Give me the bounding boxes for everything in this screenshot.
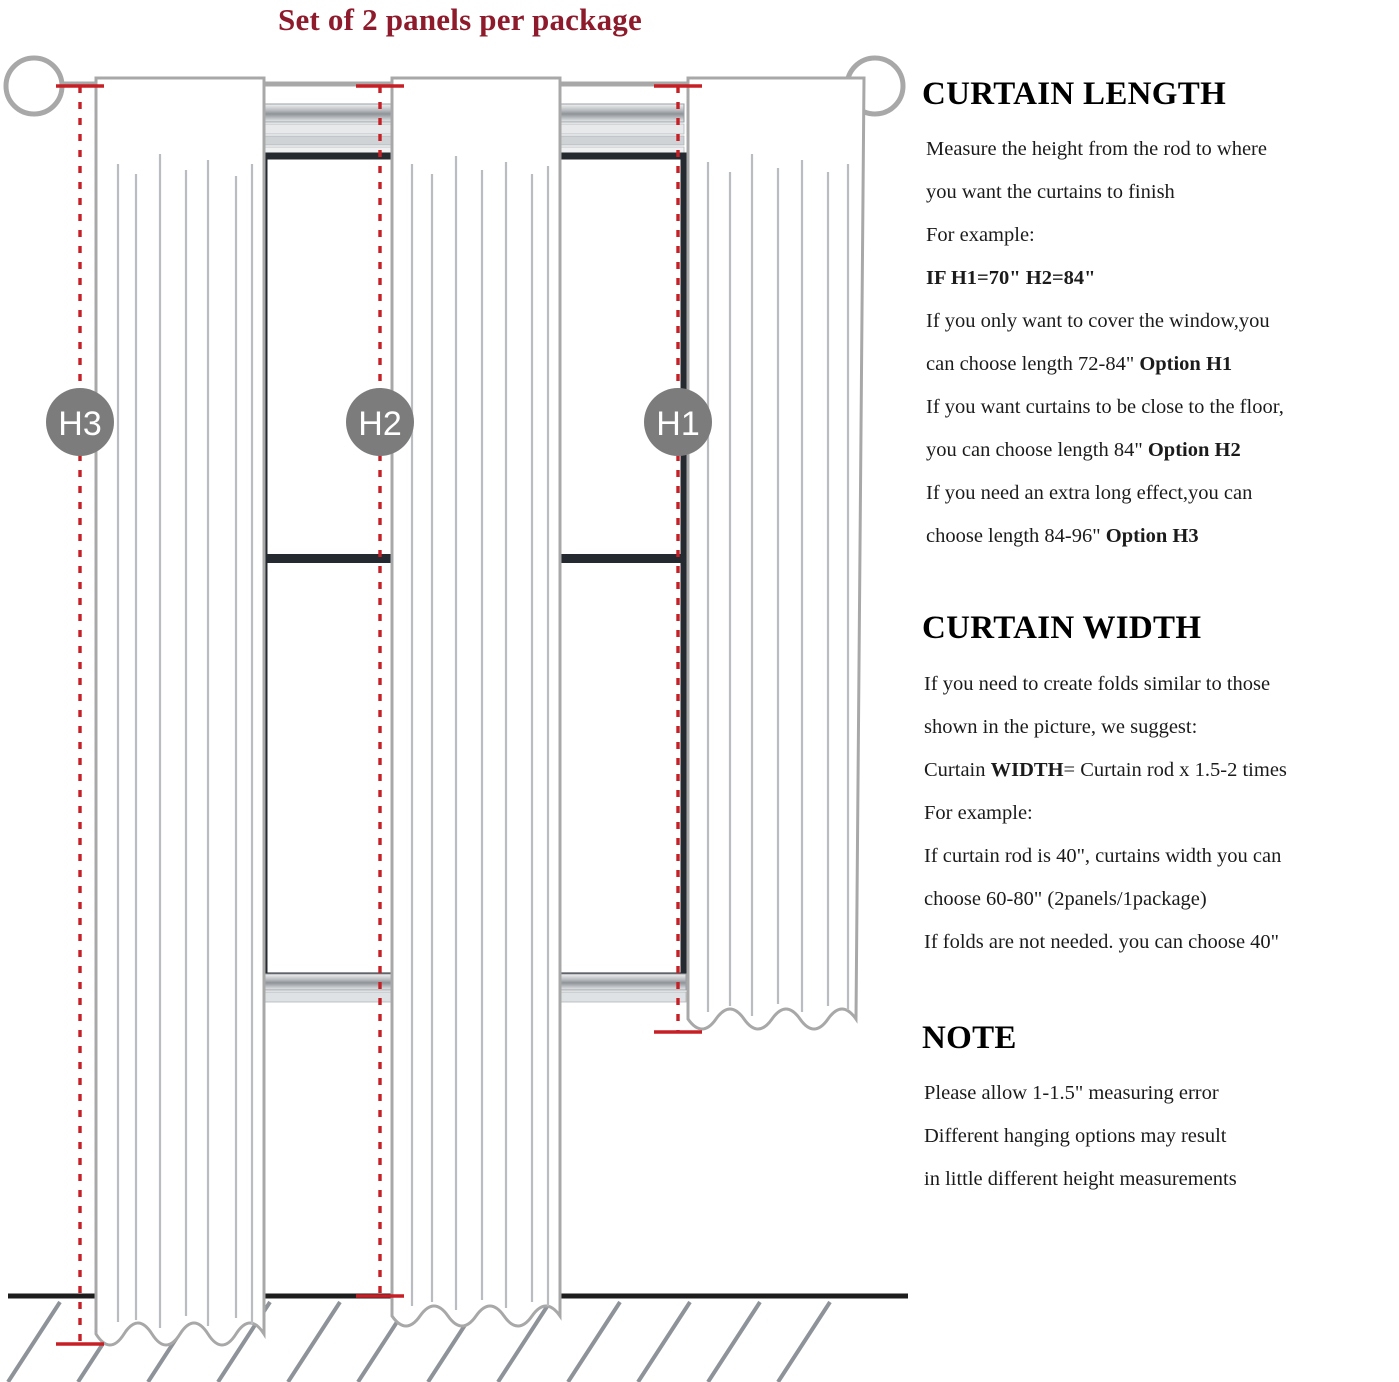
instruction-text-column [922, 76, 1392, 1201]
length-line-4: If you only want to cover the window,you [926, 310, 1270, 333]
curtain-measurement-illustration [0, 44, 915, 1382]
curtain-length-body [926, 128, 1392, 558]
width-line-1: If you need to create folds similar to those [924, 672, 1271, 695]
width-line-7: If folds are not needed. you can choose 40" [924, 930, 1280, 953]
curtain-panel-right [688, 78, 864, 1029]
length-line-8: If you need an extra long effect,you can [926, 482, 1253, 505]
length-line-6: If you want curtains to be close to the floor, [926, 396, 1284, 419]
width-keyword: WIDTH [990, 758, 1064, 781]
length-line-2: you want the curtains to finish [926, 181, 1175, 204]
curtain-length-heading: CURTAIN LENGTH [922, 76, 1227, 112]
curtain-panel-middle [392, 78, 560, 1326]
note-line-3: in little different height measurements [924, 1167, 1237, 1190]
note-heading: NOTE [922, 1019, 1017, 1056]
width-line-2: shown in the picture, we suggest: [924, 715, 1198, 738]
option-h1-label: Option H1 [1139, 353, 1233, 376]
option-h2-label: Option H2 [1147, 439, 1241, 462]
section-curtain-length [922, 76, 1392, 558]
width-line-5: If curtain rod is 40", curtains width you can [924, 844, 1282, 867]
badge-h3-label: H3 [58, 405, 102, 443]
note-body [924, 1072, 1392, 1201]
badge-h1-label: H1 [656, 405, 700, 443]
note-line-1: Please allow 1-1.5" measuring error [924, 1081, 1219, 1104]
curtain-width-body [924, 663, 1392, 964]
length-line-5: can choose length 72-84" [926, 353, 1140, 376]
badge-h3 [46, 388, 114, 456]
length-line-9: choose length 84-96" [926, 525, 1106, 548]
badge-h2 [346, 388, 414, 456]
length-line-3: For example: [926, 224, 1035, 247]
note-line-2: Different hanging options may result [924, 1124, 1227, 1147]
curtain-panel-left [96, 78, 264, 1345]
page-title: Set of 2 panels per package [278, 2, 642, 37]
section-note [922, 1020, 1392, 1201]
section-curtain-width [922, 610, 1392, 963]
width-line-4: For example: [924, 801, 1033, 824]
width-line-3c: = Curtain rod x 1.5-2 times [1063, 758, 1287, 781]
width-line-6: choose 60-80" (2panels/1package) [924, 887, 1207, 910]
length-line-7: you can choose length 84" [926, 439, 1148, 462]
width-line-3a: Curtain [924, 758, 991, 781]
badge-h1 [644, 388, 712, 456]
curtain-width-heading: CURTAIN WIDTH [922, 610, 1202, 647]
option-h3-label: Option H3 [1105, 525, 1199, 548]
length-line-1: Measure the height from the rod to where [926, 138, 1267, 161]
length-example-bold: IF H1=70" H2=84" [926, 267, 1096, 290]
badge-h2-label: H2 [358, 405, 402, 443]
